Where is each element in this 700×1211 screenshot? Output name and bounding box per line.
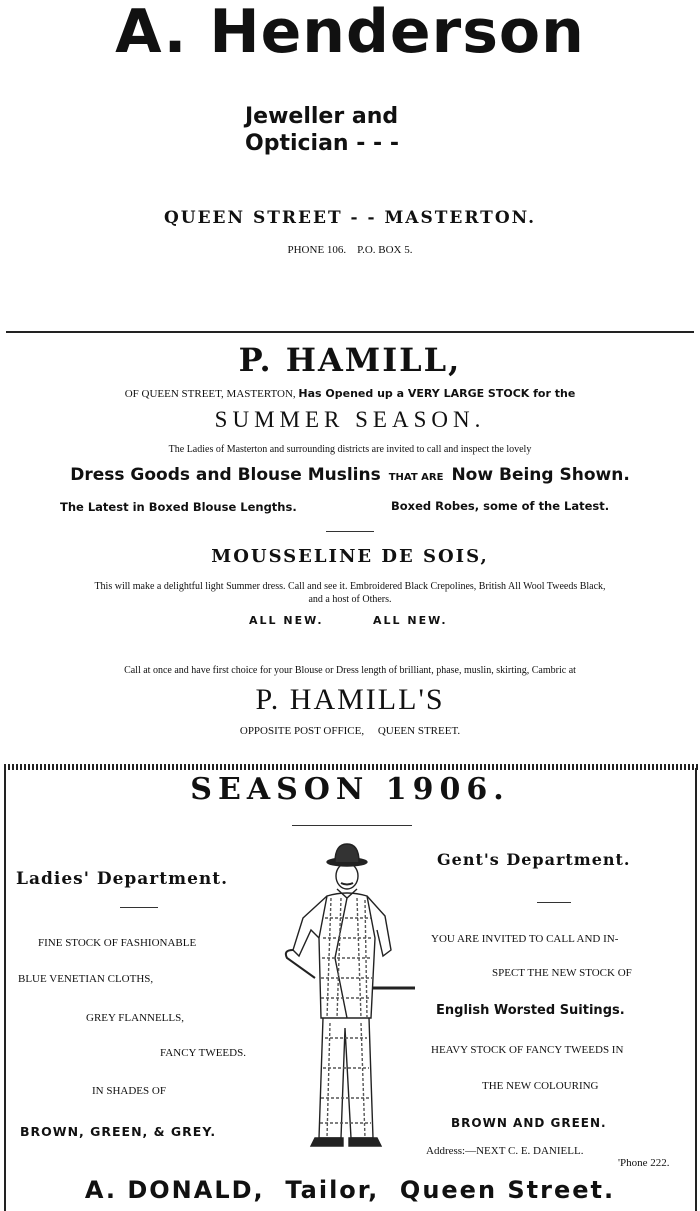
henderson-name: A. Henderson <box>115 0 585 67</box>
left-border <box>4 768 6 1211</box>
hamill-intro-address: OF QUEEN STREET, MASTERTON, <box>124 388 296 400</box>
title-rule <box>292 825 412 826</box>
gents-address: Address:—NEXT C. E. DANIELL. <box>426 1145 584 1157</box>
hamill-all-new-2: ALL NEW. <box>373 614 448 627</box>
hamill-intro <box>0 387 700 400</box>
hamill-opposite: OPPOSITE POST OFFICE, QUEEN STREET. <box>239 725 461 737</box>
section-divider-2 <box>4 764 698 770</box>
ladies-heading: Ladies' Department. <box>16 869 229 889</box>
gents-line-6: BROWN AND GREEN. <box>451 1116 607 1130</box>
short-rule <box>326 531 374 532</box>
donald-footer: A. DONALD, Tailor, Queen Street. <box>84 1176 616 1204</box>
hamill-dress-line <box>0 465 700 485</box>
hamill-season: SUMMER SEASON. <box>214 407 486 432</box>
hamill-being-shown: Now Being Shown. <box>451 465 630 485</box>
gents-rule <box>537 902 571 903</box>
hamill-all-new-1: ALL NEW. <box>249 614 324 627</box>
hamill-robes: Boxed Robes, some of the Latest. <box>391 499 610 513</box>
right-border <box>695 768 697 1211</box>
gents-line-1: YOU ARE INVITED TO CALL AND IN- <box>431 933 619 945</box>
gents-line-4: HEAVY STOCK OF FANCY TWEEDS IN <box>431 1044 624 1056</box>
henderson-contact: PHONE 106. P.O. BOX 5. <box>287 244 413 256</box>
ladies-line-5: IN SHADES OF <box>92 1085 166 1097</box>
ladies-line-1: FINE STOCK OF FASHIONABLE <box>38 937 197 949</box>
section-divider-1 <box>6 331 694 333</box>
ladies-line-2: BLUE VENETIAN CLOTHS, <box>18 973 154 985</box>
henderson-address: QUEEN STREET - - MASTERTON. <box>163 208 537 228</box>
henderson-optician: Optician - - - <box>245 131 399 156</box>
hamill-name: P. HAMILL, <box>238 341 462 379</box>
gents-phone: 'Phone 222. <box>618 1157 670 1169</box>
hamill-dress-goods: Dress Goods and Blouse Muslins <box>70 465 381 485</box>
ladies-line-4: FANCY TWEEDS. <box>160 1047 246 1059</box>
ladies-line-3: GREY FLANNELLS, <box>86 1012 184 1024</box>
hamill-mousseline: MOUSSELINE DE SOIS, <box>211 546 489 567</box>
hamill-call: Call at once and have first choice for your Blouse or Dress length of brilliant, phase, muslin, skirting, Cambric at <box>124 665 576 676</box>
hamill-latest: The Latest in Boxed Blouse Lengths. <box>60 500 297 514</box>
hamill-invite: The Ladies of Masterton and surrounding districts are invited to call and inspect the lovely <box>168 444 532 455</box>
ladies-rule <box>120 907 158 908</box>
donald-season-title: SEASON 1906. <box>190 772 510 807</box>
hamill-desc2: and a host of Others. <box>308 594 392 605</box>
hamill-intro-stock: Has Opened up a VERY LARGE STOCK for the <box>298 387 576 400</box>
hamill-desc1: This will make a delightful light Summer dress. Call and see it. Embroidered Black Crepolines, British All Wool Tweeds Black, <box>94 581 606 592</box>
gentleman-illustration <box>275 838 425 1158</box>
gents-line-2: SPECT THE NEW STOCK OF <box>492 967 632 979</box>
gents-line-5: THE NEW COLOURING <box>482 1080 599 1092</box>
hamill-name-2: P. HAMILL'S <box>255 683 445 716</box>
gents-heading: Gent's Department. <box>437 850 631 869</box>
ladies-line-6: BROWN, GREEN, & GREY. <box>20 1124 217 1139</box>
hamill-that-are: THAT ARE <box>388 472 444 483</box>
henderson-jeweller: Jeweller and <box>245 104 399 129</box>
gents-line-3: English Worsted Suitings. <box>436 1003 625 1018</box>
